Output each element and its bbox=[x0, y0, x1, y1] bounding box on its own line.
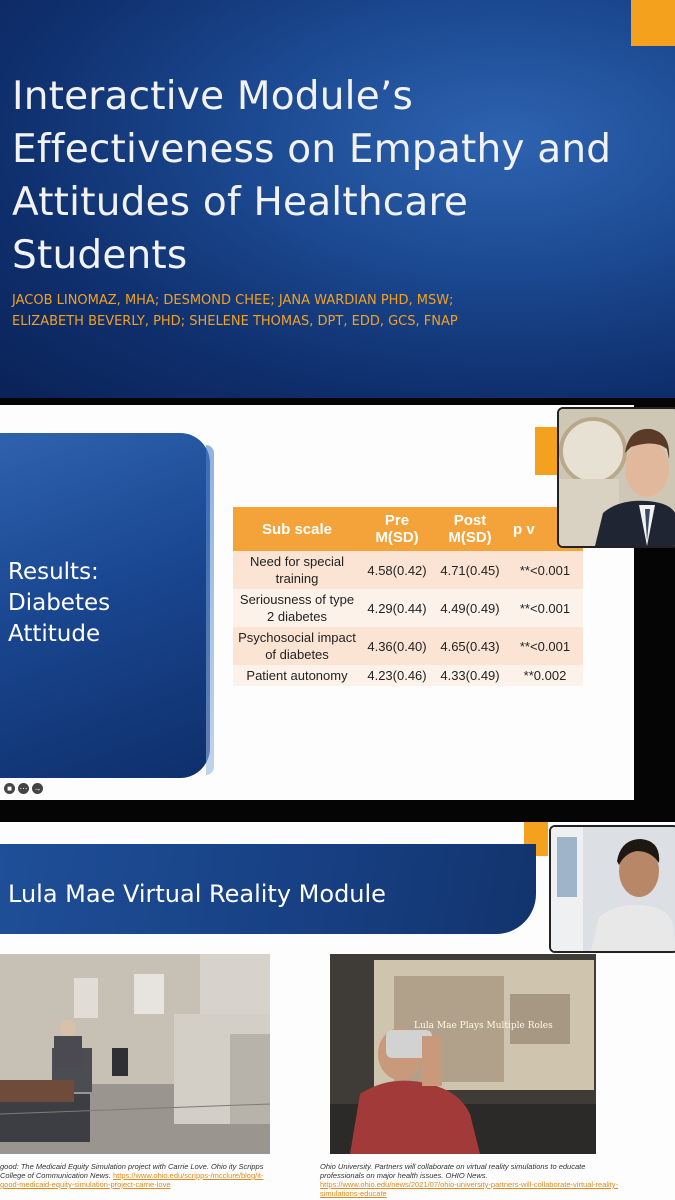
col-header-post: Post M(SD) bbox=[433, 507, 507, 551]
table-row bbox=[233, 627, 583, 665]
orange-accent-block bbox=[631, 0, 675, 46]
attitude-results-table bbox=[233, 507, 583, 686]
cell-pre: 4.29(0.44) bbox=[361, 589, 433, 627]
vr-slide-title: Lula Mae Virtual Reality Module bbox=[8, 880, 386, 908]
results-heading-line-3: Attitude bbox=[8, 621, 101, 647]
table-row bbox=[233, 551, 583, 589]
more-options-icon[interactable]: ⋯ bbox=[19, 784, 28, 793]
results-slide bbox=[0, 405, 634, 800]
cell-pre: 4.36(0.40) bbox=[361, 627, 433, 665]
right-caption-text: Ohio University. Partners will collaborate on virtual reality simulations to educate professionals on major health issues. OHIO News. bbox=[320, 1162, 586, 1180]
cell-post: 4.33(0.49) bbox=[433, 665, 507, 686]
panel-edge bbox=[206, 445, 214, 775]
table-row bbox=[233, 665, 583, 686]
results-heading-line-2: Diabetes bbox=[8, 590, 111, 616]
cell-post: 4.65(0.43) bbox=[433, 627, 507, 665]
left-caption-link[interactable]: https://www.ohio.edu/scripps-/mcclure/blog/it-good-medicaid-equity-simulation-project-carrie-love bbox=[0, 1171, 264, 1189]
results-heading-line-1: Results: bbox=[8, 559, 99, 585]
clinic-room-illustration bbox=[0, 954, 270, 1154]
authors bbox=[12, 290, 662, 332]
cell-pre: 4.23(0.46) bbox=[361, 665, 433, 686]
cell-subscale: Patient autonomy bbox=[233, 665, 361, 686]
col-header-subscale: Sub scale bbox=[233, 507, 361, 551]
right-caption-link[interactable]: https://www.ohio.edu/news/2021/07/ohio-university-partners-will-collaborate-virtual-reality-simulations-educate bbox=[320, 1180, 619, 1198]
cell-subscale: Psychosocial impact of diabetes bbox=[233, 627, 361, 665]
presentation-title: Interactive Module’s Effectiveness on Empathy and Attitudes of Healthcare Students bbox=[12, 74, 612, 278]
title-slide bbox=[0, 0, 675, 398]
vr-headset-photo bbox=[330, 954, 596, 1154]
authors-line-1: JACOB LINOMAZ, MHA; DESMOND CHEE; JANA WARDIAN PHD, MSW; bbox=[12, 293, 454, 308]
vr-screen-text: Lula Mae Plays Multiple Roles bbox=[414, 1021, 553, 1031]
cell-subscale: Need for special training bbox=[233, 551, 361, 589]
webcam-person-image bbox=[559, 409, 675, 546]
left-photo-caption bbox=[0, 1162, 270, 1189]
col-header-p: p v bbox=[507, 507, 583, 551]
orange-accent-bar bbox=[535, 427, 559, 475]
left-caption-text: good: The Medicaid Equity Simulation project with Carrie Love. Ohio ity Scripps College of Communication News. bbox=[0, 1162, 264, 1180]
cell-post: 4.49(0.49) bbox=[433, 589, 507, 627]
vr-presentation-illustration bbox=[330, 954, 596, 1154]
cell-subscale: Seriousness of type 2 diabetes bbox=[233, 589, 361, 627]
right-photo-caption bbox=[320, 1162, 620, 1198]
webcam-feed-presenter-2[interactable] bbox=[549, 825, 675, 953]
results-heading bbox=[8, 557, 110, 650]
cell-p: **<0.001 bbox=[507, 551, 583, 589]
cell-p: **0.002 bbox=[507, 665, 583, 686]
cell-post: 4.71(0.45) bbox=[433, 551, 507, 589]
table-row bbox=[233, 589, 583, 627]
cell-p: **<0.001 bbox=[507, 627, 583, 665]
cell-p: **<0.001 bbox=[507, 589, 583, 627]
webcam-feed-presenter-1[interactable] bbox=[557, 407, 675, 548]
cell-pre: 4.58(0.42) bbox=[361, 551, 433, 589]
video-control-icon[interactable]: ■ bbox=[4, 783, 15, 794]
clinic-room-photo bbox=[0, 954, 270, 1154]
col-header-pre: Pre M(SD) bbox=[361, 507, 433, 551]
slide-controls bbox=[4, 783, 43, 794]
authors-line-2: ELIZABETH BEVERLY, PHD; SHELENE THOMAS, DPT, EDD, GCS, FNAP bbox=[12, 314, 458, 329]
webcam-person-image-2 bbox=[551, 827, 675, 951]
next-slide-icon[interactable]: → bbox=[33, 784, 42, 793]
